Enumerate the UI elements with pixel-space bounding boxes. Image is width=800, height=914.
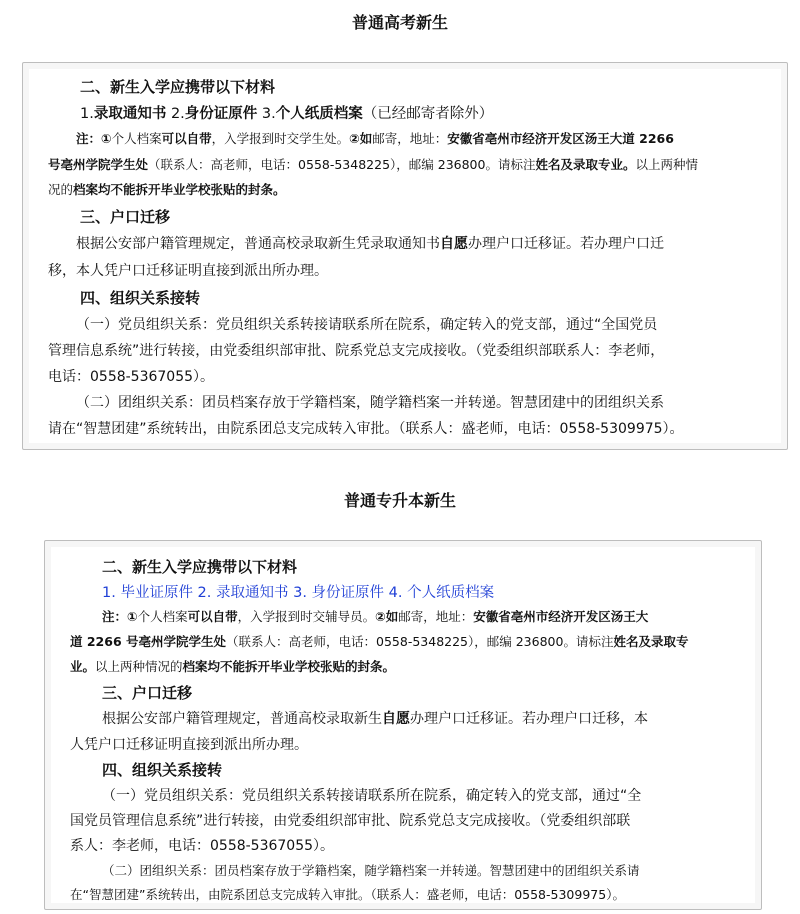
org-p1-line-1: （一）党员组织关系：党员组织关系转接请联系所在院系，确定转入的党支部，通过“全 (102, 788, 642, 804)
org-p1-line-1: （一）党员组织关系：党员组织关系转接请联系所在院系，确定转入的党支部，通过“全国党员 (76, 317, 658, 333)
org-p2-line-2: 请在“智慧团建”系统转出，由院系团总支完成转入审批。（联系人：盛老师，电话：0558-5309975）。 (48, 421, 684, 437)
org-p2-line-1: （二）团组织关系：团员档案存放于学籍档案，随学籍档案一并转递。智慧团建中的团组织关系 (76, 395, 664, 411)
section-title-zhuanshengben: 普通专升本新生 (343, 491, 456, 510)
heading-hukou: 三、户口迁移 (80, 208, 171, 226)
heading-materials: 二、新生入学应携带以下材料 (102, 558, 298, 576)
materials-list (80, 102, 493, 123)
org-p2-line-2: 在“智慧团建”系统转出，由院系团总支完成转入审批。（联系人：盛老师，电话：0558-5309975）。 (70, 887, 625, 902)
org-p1-line-3: 电话：0558-5367055）。 (48, 369, 215, 385)
org-p1-line-2: 管理信息系统”进行转接，由党委组织部审批、院系党总支完成接收。（党委组织部联系人：李老师， (48, 343, 665, 359)
heading-hukou: 三、户口迁移 (102, 684, 193, 702)
note-line-2: 号亳州学院学生处（联系人：高老师，电话：0558-5348225），邮编 236800。请标注姓名及录取专业。以上两种情 (48, 157, 698, 172)
note-line-2: 道 2266 号亳州学院学生处（联系人：高老师，电话：0558-5348225），邮编 236800。请标注姓名及录取专 (70, 634, 689, 649)
org-p2-line-1: （二）团组织关系：团员档案存放于学籍档案，随学籍档案一并转递。智慧团建中的团组织关系请 (102, 863, 640, 878)
item-note: （已经邮寄者除外） (362, 106, 494, 122)
item-num: 2. (170, 106, 185, 122)
hukou-line-2: 人凭户口迁移证明直接到派出所办理。 (70, 737, 308, 753)
note-line-1: 注：①个人档案可以自带，入学报到时交辅导员。②如邮寄，地址：安徽省亳州市经济开发区汤王大 (102, 609, 649, 624)
item-num: 3. (261, 106, 276, 122)
heading-materials: 二、新生入学应携带以下材料 (80, 78, 276, 96)
org-p1-line-3: 系人：李老师，电话：0558-5367055）。 (70, 838, 335, 854)
item-personal-file: 个人纸质档案 (275, 106, 363, 122)
section-title-gaokao: 普通高考新生 (351, 13, 448, 32)
materials-list: 1. 毕业证原件 2. 录取通知书 3. 身份证原件 4. 个人纸质档案 (102, 585, 495, 601)
hukou-line-2: 移，本人凭户口迁移证明直接到派出所办理。 (48, 263, 328, 279)
item-num: 1. (80, 106, 94, 122)
heading-org: 四、组织关系接转 (102, 761, 223, 779)
note-line-1: 注：①个人档案可以自带，入学报到时交学生处。②如邮寄，地址：安徽省亳州市经济开发区汤王大道 2266 (76, 131, 674, 146)
heading-org: 四、组织关系接转 (80, 289, 201, 307)
note-line-3: 业。以上两种情况的档案均不能拆开毕业学校张贴的封条。 (70, 659, 396, 674)
hukou-line-1: 根据公安部户籍管理规定，普通高校录取新生凭录取通知书自愿办理户口迁移证。若办理户口迁 (76, 236, 664, 252)
item-admission-letter: 录取通知书 (93, 106, 167, 122)
note-line-3: 况的档案均不能拆开毕业学校张贴的封条。 (48, 182, 286, 197)
item-id-card: 身份证原件 (184, 106, 258, 122)
hukou-line-1: 根据公安部户籍管理规定，普通高校录取新生自愿办理户口迁移证。若办理户口迁移，本 (102, 711, 648, 727)
org-p1-line-2: 国党员管理信息系统”进行转接，由党委组织部审批、院系党总支完成接收。（党委组织部联 (70, 813, 631, 829)
